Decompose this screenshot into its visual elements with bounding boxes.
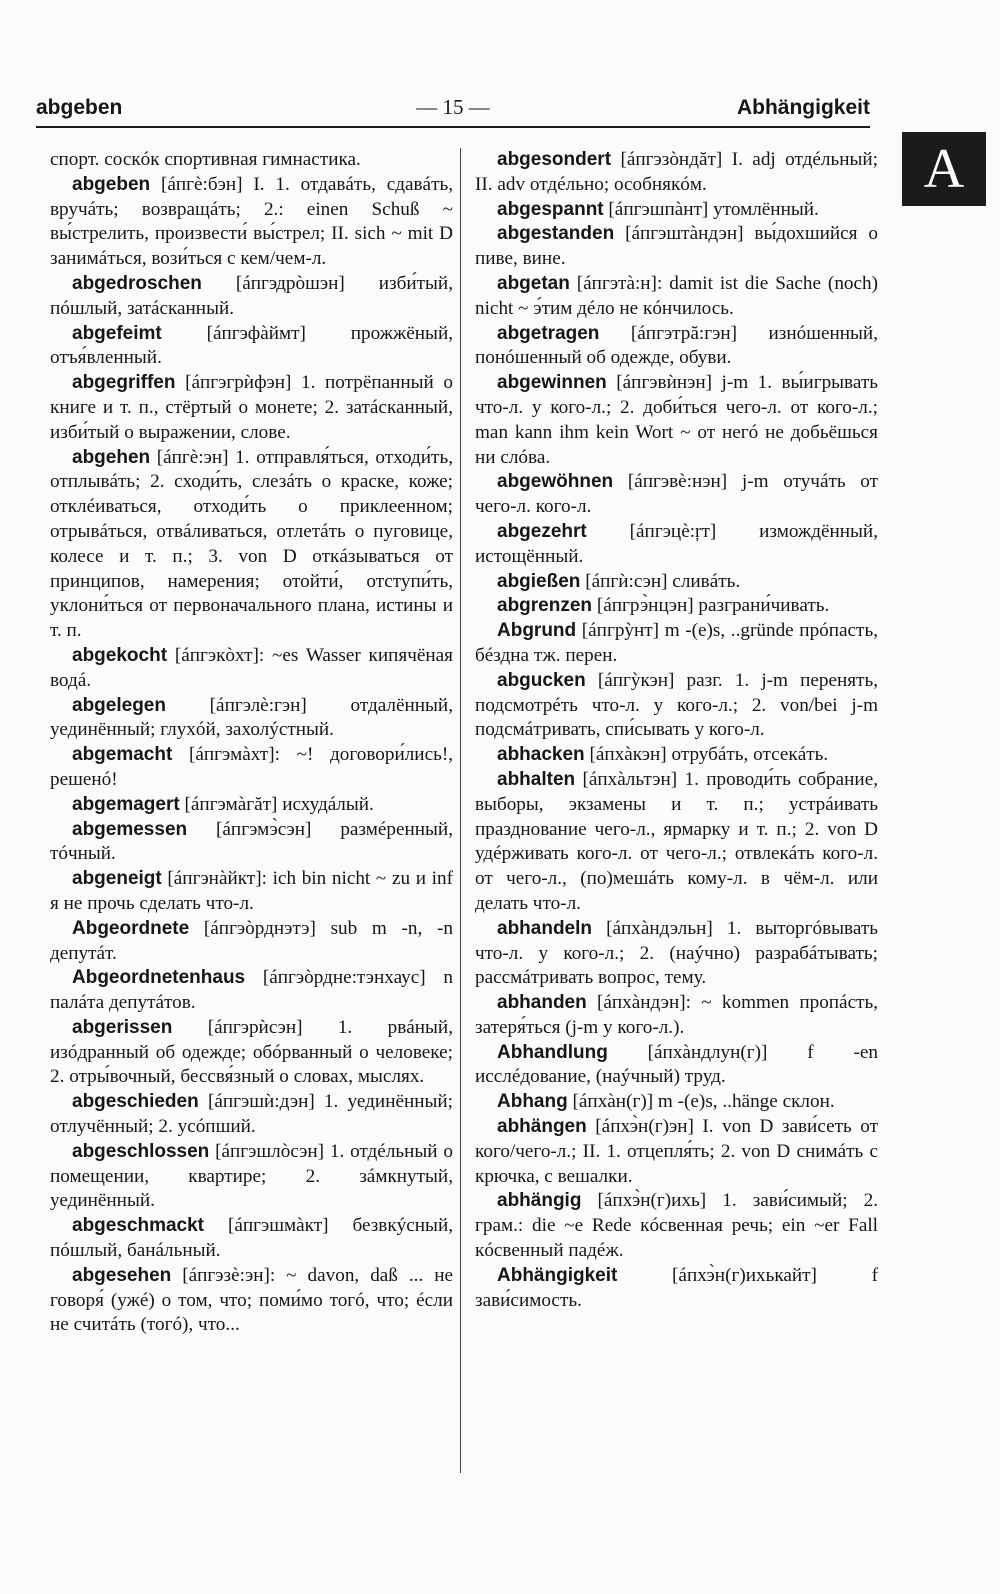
- entry-headword: Abhandlung: [497, 1041, 608, 1063]
- entry-headword: abgemacht: [72, 744, 173, 766]
- entry-definition: 1. отдéльный о помещении, квартире; 2. зáмкнутый, уединённый.: [50, 1140, 454, 1212]
- entry-transcription: [áпгэцѐ:ŗт]: [629, 520, 717, 542]
- entry-definition: ~ kommen пропáсть, затеря́ться (j-m у кого-л.).: [475, 992, 879, 1038]
- entry-transcription: [áпгэòрднэтэ]: [203, 917, 316, 939]
- entry-definition: j-m отучáть от чего-л. кого-л.: [475, 471, 879, 518]
- dictionary-entry: [475, 991, 878, 1041]
- dictionary-entry: [475, 619, 878, 669]
- entry-transcription: [áпгэдрòшэн]: [235, 272, 345, 294]
- entry-transcription: [áпгэштàндэн]: [625, 223, 744, 245]
- dictionary-entry: [475, 470, 878, 520]
- entry-headword: abgewinnen: [497, 372, 607, 394]
- entry-definition: размéренный, тóчный.: [50, 818, 453, 865]
- dictionary-entry: [50, 743, 453, 793]
- dictionary-entry: [50, 446, 453, 644]
- entry-definition: I. 1. отдавáть, сдавáть, вручáть; возвращáть; 2.: einen Schuß ~ вы́стрелить, произвести́ вы́стрел; II. sich ~ mit D занимáться, вози́ться с кем/чем-л.: [50, 173, 454, 270]
- entry-headword: abgezehrt: [497, 520, 587, 542]
- entry-definition: утомлённый.: [713, 198, 819, 220]
- entry-transcription: [áпгэтà:н]:: [576, 272, 663, 294]
- entry-definition: j-m 1. вы́игрывать что-л. у кого-л.; 2. доби́ться чего-л. от кого-л.; man kann ihm kein Wort ~ от негó не добьёшься ни слóва.: [475, 372, 879, 468]
- dictionary-entry: [475, 198, 878, 223]
- dictionary-entry: [475, 148, 878, 198]
- entry-headword: abhängen: [497, 1116, 587, 1138]
- dictionary-entry: [475, 371, 878, 470]
- entry-headword: abgedroschen: [72, 272, 202, 294]
- dictionary-entry: [475, 520, 878, 570]
- entry-transcription: [áпхàкэн]: [589, 744, 667, 766]
- entry-definition: изнóшенный, понóшенный об одежде, обуви.: [475, 322, 878, 369]
- entry-definition: ~ davon, daß ... не говоря́ (ужé) о том, что; поми́мо тогó, что; éсли не считáть (тогó), что...: [50, 1264, 454, 1336]
- entry-headword: abhandeln: [497, 917, 593, 939]
- entry-headword: abgefeimt: [72, 322, 162, 344]
- left-column: [50, 148, 453, 1338]
- entry-headword: abhängig: [497, 1190, 582, 1212]
- dictionary-entry: [50, 867, 453, 917]
- entry-transcription: [áпхэ̀н(г)ихькайт]: [672, 1264, 817, 1286]
- alphabet-thumb-tab: [902, 132, 986, 206]
- entry-transcription: [áпхэ̀н(г)ихь]: [597, 1190, 707, 1212]
- column-divider: [460, 148, 461, 1473]
- dictionary-entry: [50, 694, 453, 744]
- entry-headword: abgeneigt: [72, 868, 162, 890]
- entry-headword: abgeben: [72, 173, 151, 195]
- entry-headword: abgerissen: [72, 1016, 173, 1038]
- dictionary-entry: [475, 570, 878, 595]
- entry-headword: abgesehen: [72, 1264, 172, 1286]
- dictionary-entry: [475, 743, 878, 768]
- entry-transcription: [áпгэгрѝфэн]: [185, 372, 292, 394]
- dictionary-entry: [50, 173, 453, 272]
- entry-headword: Abgeordnete: [72, 917, 190, 939]
- dictionary-entry: [475, 917, 878, 991]
- dictionary-entry: [50, 1140, 453, 1214]
- entry-transcription: [áпгэмàхт]:: [188, 744, 280, 766]
- entry-definition: изби́тый, пóшлый, затáсканный.: [50, 272, 454, 319]
- dictionary-entry: [475, 768, 878, 917]
- entry-definition: f -en исслéдование, (наýчный) труд.: [475, 1041, 879, 1088]
- dictionary-entry: [475, 594, 878, 619]
- entry-transcription: [áпгѐ:бэн]: [160, 173, 243, 195]
- entry-definition: ~es Wasser кипячёная водá.: [50, 644, 453, 691]
- entry-transcription: [áпхàндэн]:: [597, 992, 692, 1014]
- dictionary-entry: [50, 322, 453, 372]
- entry-definition: ~! договори́лись!, решенó!: [50, 744, 454, 790]
- page-number: — 15 —: [416, 95, 490, 119]
- entry-headword: abgeschmackt: [72, 1215, 205, 1237]
- dictionary-entry: [475, 1041, 878, 1091]
- entry-headword: abgelegen: [72, 694, 166, 716]
- entry-definition: прожжёный, отъя́вленный.: [50, 322, 454, 369]
- entry-headword: abgegriffen: [72, 372, 176, 394]
- entry-headword: abgetan: [497, 272, 570, 294]
- entry-transcription: [áпгрỳнт]: [581, 620, 660, 642]
- entry-definition: разграни́чивать.: [698, 595, 830, 617]
- entry-headword: abgemagert: [72, 793, 180, 815]
- entry-definition: исхудáлый.: [282, 793, 374, 815]
- entry-definition: f зави́симость.: [475, 1264, 879, 1311]
- right-column: [475, 148, 878, 1313]
- entry-definition: 1. рвáный, изóдранный об одежде; обóрванный о человеке; 2. отры́вочный, бессвя́зный о словах, мыслях.: [50, 1016, 453, 1088]
- entry-transcription: [áпгэòрдне:тэнхаус]: [262, 967, 426, 989]
- entry-definition: m -(e)s, ..gründe прóпасть, бéздна тж. перен.: [475, 620, 878, 666]
- dictionary-entry: [475, 272, 878, 322]
- entry-transcription: [áпгэшѝ:дэн]: [207, 1091, 315, 1113]
- dictionary-entry: [50, 644, 453, 694]
- entry-definition: I. von D зави́сеть от кого/чего-л.; II. 1. отцепля́ть; 2. von D снимáть с крючка, с вешалки.: [475, 1116, 879, 1187]
- running-header: [36, 86, 870, 128]
- entry-transcription: [áпгэмэ̀сэн]: [216, 818, 312, 840]
- entry-headword: abgestanden: [497, 223, 615, 245]
- entry-transcription: [áпгэрѝсэн]: [207, 1016, 303, 1038]
- dictionary-entry: [475, 669, 878, 743]
- entry-headword: abgemessen: [72, 818, 188, 840]
- left-guide-word: abgeben: [36, 96, 123, 119]
- dictionary-entry: [475, 1090, 878, 1115]
- entry-transcription: [áпхэ̀н(г)эн]: [595, 1116, 694, 1138]
- dictionary-entry: [475, 1115, 878, 1189]
- entry-transcription: [áпгэкòхт]:: [174, 644, 265, 666]
- entry-transcription: [áпгѐ:эн]: [156, 446, 229, 468]
- entry-transcription: [áпгэфàймт]: [206, 322, 306, 344]
- entry-definition: ich bin nicht ~ zu и inf я не прочь сделать что-л.: [50, 868, 453, 914]
- entry-headword: abgeschieden: [72, 1091, 199, 1113]
- dictionary-entry: [475, 1189, 878, 1263]
- entry-transcription: [áпхàн(г)]: [572, 1091, 654, 1113]
- entry-transcription: [áпгэтрă:гэн]: [630, 322, 738, 344]
- dictionary-entry: [50, 793, 453, 818]
- entry-definition: безвкýсный, пóшлый, банáльный.: [50, 1215, 454, 1262]
- entry-definition: 1. отправля́ться, отходи́ть, отплывáть; 2. сходи́ть, слезáть о краске, коже; отклéиваться, отходи́ть о приклеенном; отрывáться, отвáливаться, отлетáть о пуговице, колесе и т. п.; 3. von D откáзываться от принципов, намерения; отойти́, отступи́ть, уклони́ться от первоначального плана, истины и т. п.: [50, 446, 453, 642]
- entry-headword: abgehen: [72, 446, 151, 468]
- dictionary-entry: [50, 1090, 453, 1140]
- entry-definition: отрубáть, отсекáть.: [671, 744, 829, 766]
- entry-headword: abgetragen: [497, 322, 600, 344]
- dictionary-entry: [50, 917, 453, 967]
- entry-transcription: [áпгэмàгăт]: [184, 793, 278, 815]
- dictionary-entry: [475, 222, 878, 272]
- entry-headword: Abhängigkeit: [497, 1264, 618, 1286]
- entry-definition: I. adj отдéльный; II. adv отдéльно; особнякóм.: [475, 149, 879, 195]
- entry-definition: измождённый, истощённый.: [475, 520, 878, 567]
- dictionary-entry: [50, 148, 453, 173]
- thumb-letter: A: [923, 138, 965, 200]
- entry-transcription: [áпгѝ:сэн]: [585, 570, 668, 592]
- entry-headword: abgucken: [497, 669, 586, 691]
- entry-definition: m -(e)s, ..hänge склон.: [657, 1091, 835, 1113]
- entry-transcription: [áпгэнàйкт]:: [167, 868, 267, 890]
- entry-definition: сливáть.: [672, 570, 741, 592]
- entry-headword: abgewöhnen: [497, 471, 614, 493]
- entry-headword: abhanden: [497, 992, 587, 1014]
- entry-definition: 1. проводи́ть собрание, выборы, экзамены и т. п.; устрáивать празднование чего-л., ярмарку и т. п.; 2. von D удéрживать кого-л. от чего-л.; отвлекáть кого-л. от чего-л., (по)мешáть кому-л. в чём-л. или делать что-л.: [475, 768, 879, 914]
- entry-headword: abgrenzen: [497, 595, 593, 617]
- entry-headword: abgesondert: [497, 149, 612, 170]
- dictionary-entry: [50, 371, 453, 445]
- entry-transcription: [áпгэзѐ:эн]:: [182, 1264, 276, 1286]
- right-guide-word: Abhängigkeit: [736, 96, 870, 119]
- entry-transcription: [áпгэшлòсэн]: [215, 1140, 324, 1162]
- entry-definition: 1. выторгóвывать что-л. у кого-л.; 2. (наýчно) разрабáтывать; рассмáтривать вопрос, тему.: [475, 917, 879, 989]
- entry-definition: sub m -n, -n депутáт.: [50, 917, 454, 964]
- dictionary-entry: [50, 966, 453, 1016]
- entry-definition: damit ist die Sache (noch) nicht ~ э́тим дéло не кóнчилось.: [475, 272, 879, 319]
- entry-definition: спорт. соскóк спортивная гимнастика.: [50, 149, 361, 170]
- entry-transcription: [áпгэзòндăт]: [620, 149, 723, 170]
- entry-definition: вы́дохшийся о пиве, вине.: [475, 223, 878, 270]
- entry-headword: abhacken: [497, 744, 585, 766]
- dictionary-entry: [50, 1214, 453, 1264]
- entry-transcription: [áпхàндэльн]: [606, 917, 713, 939]
- entry-definition: разг. 1. j-m перенять, подсмотрéть что-л. у кого-л.; 2. von/bei j-m подсмáтривать, спи́сывать у кого-л.: [475, 669, 878, 741]
- entry-headword: Abgeordnetenhaus: [72, 967, 246, 989]
- entry-headword: abgeschlossen: [72, 1140, 210, 1162]
- entry-definition: 1. потрёпанный о книге и т. п., стёртый о монете; 2. затáсканный, изби́тый о выражении, слове.: [50, 372, 454, 443]
- entry-headword: abhalten: [497, 768, 576, 790]
- dictionary-entry: [50, 818, 453, 868]
- entry-definition: n палáта депутáтов.: [50, 967, 453, 1014]
- entry-transcription: [áпгэшмàкт]: [227, 1215, 329, 1237]
- entry-transcription: [áпхàльтэн]: [582, 768, 678, 790]
- entry-headword: abgekocht: [72, 644, 168, 666]
- entry-headword: abgespannt: [497, 198, 604, 220]
- entry-definition: 1. зави́симый; 2. грам.: die ~e Rede кóсвенная речь; ein ~er Fall кóсвенный падéж.: [475, 1190, 878, 1262]
- entry-headword: Abgrund: [497, 620, 577, 642]
- entry-transcription: [áпгэшпàнт]: [608, 198, 709, 220]
- entry-transcription: [áпгэвѐ:нэн]: [627, 471, 728, 493]
- entry-transcription: [áпгэлѐ:гэн]: [209, 694, 307, 716]
- entry-transcription: [áпгрэ̀нцэн]: [596, 595, 694, 617]
- dictionary-entry: [50, 272, 453, 322]
- entry-definition: 1. уединённый; отлучённый; 2. усóпший.: [50, 1091, 454, 1138]
- dictionary-entry: [50, 1264, 453, 1338]
- entry-transcription: [áпгэвѝнэн]: [616, 372, 713, 394]
- entry-headword: Abhang: [497, 1091, 568, 1113]
- entry-definition: отдалённый, уединённый; глухóй, захолýстный.: [50, 694, 453, 741]
- entry-transcription: [áпгỳкэн]: [597, 669, 675, 691]
- entry-headword: abgießen: [497, 570, 581, 592]
- entry-transcription: [áпхàндлун(г)]: [647, 1041, 768, 1063]
- dictionary-entry: [50, 1016, 453, 1090]
- dictionary-entry: [475, 1264, 878, 1314]
- dictionary-entry: [475, 322, 878, 372]
